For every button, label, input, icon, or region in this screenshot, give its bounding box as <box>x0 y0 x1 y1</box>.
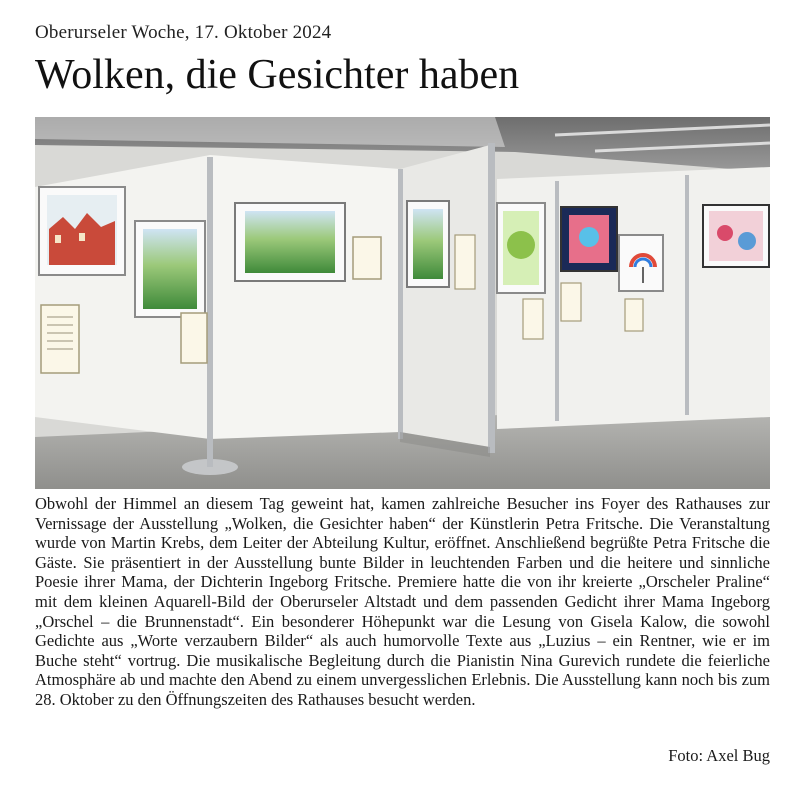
article-body: Obwohl der Himmel an diesem Tag geweint hat, kamen zahlreiche Besucher ins Foyer des Rathauses zur Vernissage der Ausstellung „Wolken, die Gesichter haben“ der Künstlerin Petra Fritsche. Die Veranstaltung wurde von Martin Krebs, dem Leiter der Abteilung Kultur, eröffnet. Anschließend begrüßte Petra Fritsche die Gäste. Sie präsentiert in der Ausstellung bunte Bilder in leuchtenden Farben und die heitere und sinnliche Poesie ihrer Mama, der Dichterin Ingeborg Fritsche. Premiere hatte die von ihr kreierte „Orscheler Praline“ mit dem kleinen Aquarell-Bild der Oberurseler Altstadt und dem passenden Gedicht ihrer Mama Ingeborg „Orschel – die Brunnenstadt“. Ein besonderer Höhepunkt war die Lesung von Gisela Kalow, die sowohl Gedichte aus „Worte verzaubern Bilder“ als auch humorvolle Texte aus „Luzius – ein Rentner, wie er im Buche steht“ vortrug. Die musikalische Begleitung durch die Pianistin Nina Gurevich rundete die feierliche Atmosphäre ab und machte den Abend zu einem unvergesslichen Erlebnis. Die Ausstellung kann noch bis zum 28. Oktober zu den Öffnungszeiten des Rathauses besucht werden. <box>35 494 770 709</box>
painting-rainbow <box>619 235 663 291</box>
poem-card-left <box>41 305 79 373</box>
photo-credit: Foto: Axel Bug <box>668 746 770 765</box>
painting-abstract-right <box>703 205 769 267</box>
poem-card-left-2 <box>181 313 207 363</box>
painting-landscape-small <box>135 221 205 317</box>
poem-card-center <box>353 237 381 279</box>
painting-old-town <box>39 187 125 275</box>
display-panel-angled <box>400 145 490 447</box>
exhibition-photo <box>35 117 770 489</box>
painting-green-figure <box>497 203 545 293</box>
painting-green-hills <box>235 203 345 281</box>
dateline: Oberurseler Woche, 17. Oktober 2024 <box>35 22 332 43</box>
painting-framed-colorful <box>561 207 617 271</box>
display-panel-center <box>210 155 400 439</box>
article-headline: Wolken, die Gesichter haben <box>35 52 520 98</box>
